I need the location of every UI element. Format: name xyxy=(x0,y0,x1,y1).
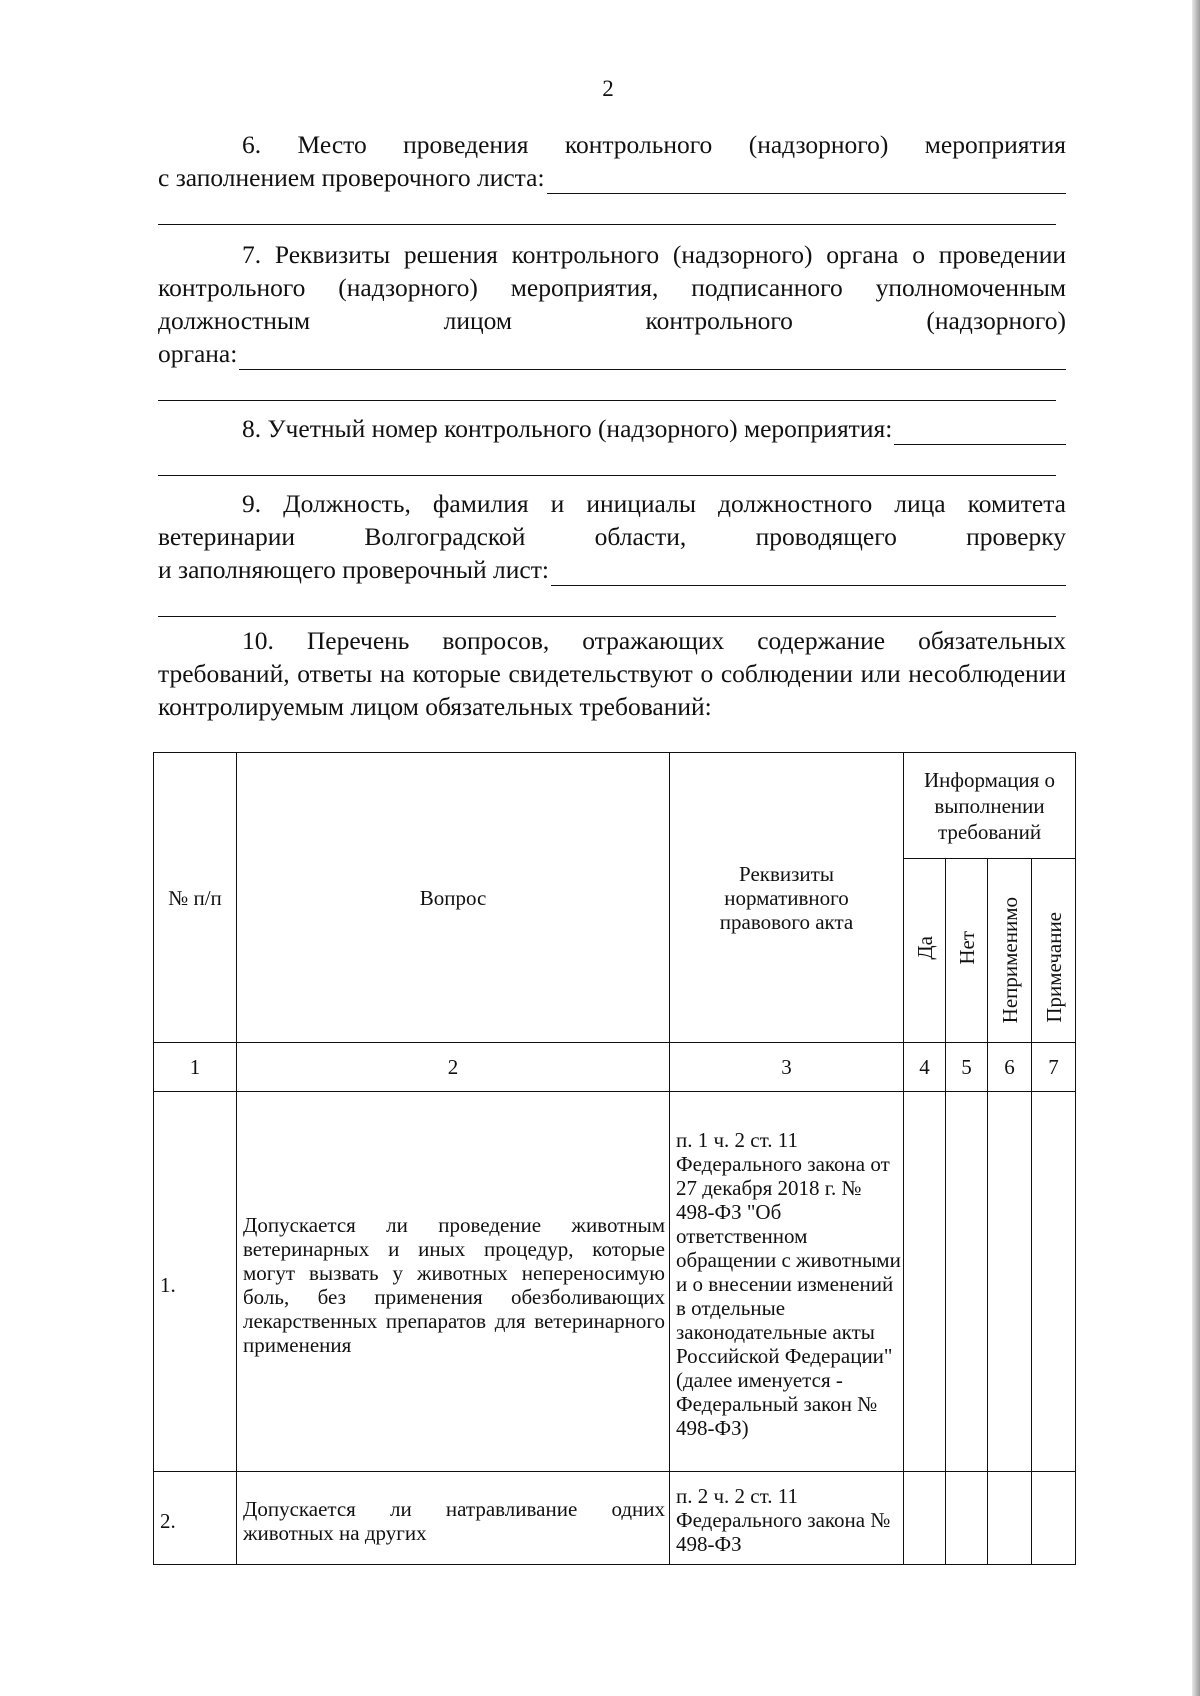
header-not-applicable: Неприменимо xyxy=(988,859,1032,1043)
header-reference: Реквизиты нормативного правового акта xyxy=(670,753,904,1043)
header-no: Нет xyxy=(946,859,988,1043)
item-7-blank-line xyxy=(158,374,1056,401)
header-note: Примечание xyxy=(1032,859,1076,1043)
header-num: № п/п xyxy=(154,753,237,1043)
header-info: Информация о выполнении требований xyxy=(904,753,1076,859)
row-number: 2. xyxy=(154,1472,237,1565)
column-number: 7 xyxy=(1032,1043,1076,1092)
item-8 xyxy=(158,412,1066,476)
answer-note-cell[interactable] xyxy=(1032,1092,1076,1472)
answer-not-applicable-cell[interactable] xyxy=(988,1472,1032,1565)
item-9 xyxy=(158,487,1066,617)
item-8-fill-line xyxy=(894,418,1066,445)
item-10 xyxy=(158,624,1066,723)
item-9-fill-line xyxy=(551,559,1066,586)
answer-note-cell[interactable] xyxy=(1032,1472,1076,1565)
column-number-row xyxy=(154,1043,1076,1092)
item-6-fill-line xyxy=(547,167,1066,194)
item-6-blank-line xyxy=(158,198,1056,225)
table-row xyxy=(154,1472,1076,1565)
answer-yes-cell[interactable] xyxy=(904,1092,946,1472)
column-number: 2 xyxy=(237,1043,670,1092)
column-number: 5 xyxy=(946,1043,988,1092)
column-number: 4 xyxy=(904,1043,946,1092)
item-8-blank-line xyxy=(158,449,1056,476)
answer-no-cell[interactable] xyxy=(946,1472,988,1565)
item-7-fill-line xyxy=(239,343,1066,370)
row-question: Допускается ли натравливание одних животных на других xyxy=(237,1472,670,1565)
item-9-tail: и заполняющего проверочный лист: xyxy=(158,555,549,584)
column-number: 6 xyxy=(988,1043,1032,1092)
item-9-text: 9. Должность, фамилия и инициалы должностного лица комитета ветеринарии Волгоградской области, проводящего проверку xyxy=(158,489,1066,551)
answer-not-applicable-cell[interactable] xyxy=(988,1092,1032,1472)
page-number: 2 xyxy=(602,76,614,101)
header-row-top xyxy=(154,753,1076,859)
row-number: 1. xyxy=(154,1092,237,1472)
answer-no-cell[interactable] xyxy=(946,1092,988,1472)
column-number: 1 xyxy=(154,1043,237,1092)
item-7 xyxy=(158,238,1066,401)
item-7-tail: органа: xyxy=(158,339,238,368)
page-edge-shadow xyxy=(1192,0,1200,1696)
item-6-line1: 6. Место проведения контрольного (надзорного) мероприятия xyxy=(242,130,1066,159)
checklist-table xyxy=(153,752,1076,1565)
column-number: 3 xyxy=(670,1043,904,1092)
item-6 xyxy=(158,128,1066,225)
item-9-blank-line xyxy=(158,590,1056,617)
row-question: Допускается ли проведение животным ветеринарных и иных процедур, которые могут вызвать у животных непереносимую боль, без применения обезболивающих лекарственных препаратов для ветеринарного применения xyxy=(237,1092,670,1472)
row-reference: п. 1 ч. 2 ст. 11 Федерального закона от 27 декабря 2018 г. № 498-ФЗ "Об ответственном обращении с животными и о внесении изменений в отдельные законодательные акты Российской Федерации" (далее именуется - Федеральный закон № 498-ФЗ) xyxy=(670,1092,904,1472)
item-7-text: 7. Реквизиты решения контрольного (надзорного) органа о проведении контрольного (надзорного) мероприятия, подписанного уполномоченным должностным лицом контрольного (надзорного) xyxy=(158,240,1066,335)
header-question: Вопрос xyxy=(237,753,670,1043)
table-row xyxy=(154,1092,1076,1472)
item-10-text: 10. Перечень вопросов, отражающих содержание обязательных требований, ответы на которые свидетельствуют о соблюдении или несоблюдении контролируемым лицом обязательных требований: xyxy=(158,626,1066,721)
answer-yes-cell[interactable] xyxy=(904,1472,946,1565)
header-yes: Да xyxy=(904,859,946,1043)
item-6-line2: с заполнением проверочного листа: xyxy=(158,163,545,192)
item-8-text: 8. Учетный номер контрольного (надзорного) мероприятия: xyxy=(242,414,893,443)
row-reference: п. 2 ч. 2 ст. 11 Федерального закона № 498-ФЗ xyxy=(670,1472,904,1565)
